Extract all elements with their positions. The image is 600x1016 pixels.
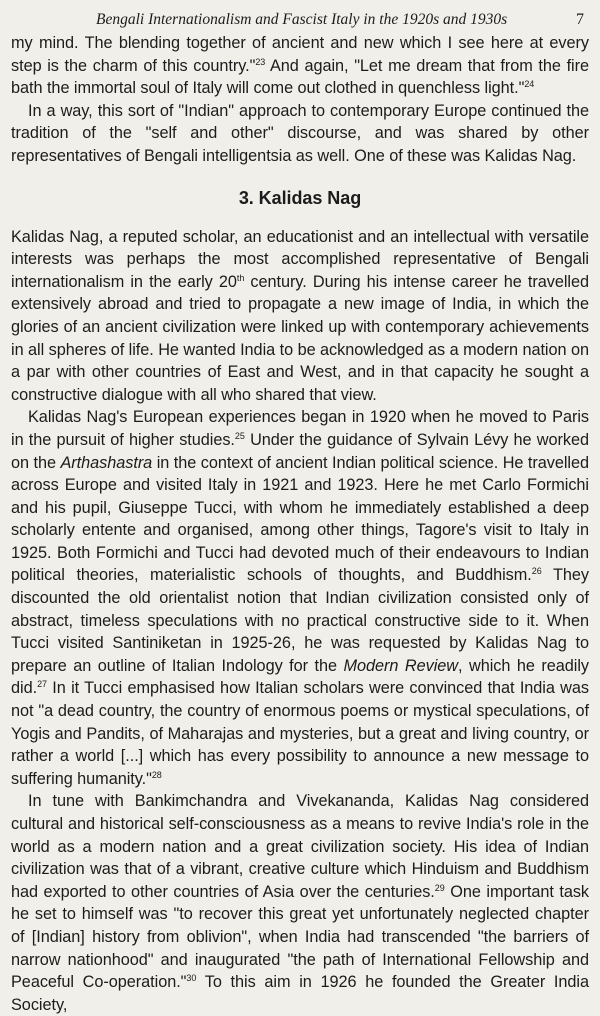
text-run: One important task he set to himself was "to recover this great yet unfortunately neglected chapter of [Indian] history from oblivion", when India had transcended "the barriers of narrow nationhood" and inaugurated "the path of International Fellowship and Peaceful Co-operation." (11, 882, 590, 992)
ordinal-superscript: th (236, 272, 245, 283)
paragraph (11, 406, 589, 790)
text-run: , which he readily did. (11, 656, 589, 698)
text-run: my mind. The blending together of ancient and new which I see here at every step is the charm of this country." (11, 34, 589, 75)
text-run: In it Tucci emphasised how Italian scholars were convinced that India was not "a dead country, the country of enormous poems or mystical speculations, of Yogis and Pandits, of Maharajas and mysteries, but a great and living country, or rather a world [...] which has every possibility to announce a new message to suffering humanity." (11, 679, 589, 788)
footnote-ref-28: 28 (151, 769, 162, 780)
footnote-ref-23: 23 (255, 56, 266, 67)
page-number: 7 (576, 11, 584, 28)
paragraph (11, 790, 589, 1016)
text-run: Kalidas Nag, a reputed scholar, an educationist and an intellectual with versatile interests was perhaps the most accomplished representative of Bengali internationalism in the early 20 (11, 227, 589, 291)
text-run: Under the guidance of Sylvain Lévy he worked on the (11, 430, 589, 472)
text-run: century. During his intense career he travelled extensively abroad and tried to propagate a new image of India, in which the glories of an ancient civilization were linked up with contemporary achievements in all spheres of life. He wanted India to be acknowledged as a modern nation on a par with other countries of East and West, and in that capacity he sought a constructive dialogue with all who shared that view. (11, 272, 589, 404)
text-run: And again, "Let me dream that from the fire bath the immortal soul of Italy will come out clothed in quenchless light." (11, 56, 589, 98)
footnote-ref-25: 25 (234, 430, 245, 441)
footnote-ref-26: 26 (531, 566, 542, 577)
footnote-ref-24: 24 (524, 79, 535, 90)
footnote-ref-29: 29 (434, 882, 445, 893)
text-run: In a way, this sort of "Indian" approach to contemporary Europe continued the tradition of the "self and other" discourse, and was shared by other representatives of Bengali intelligentsia as well. One of these was Kalidas Nag. (11, 101, 589, 165)
paragraph (11, 100, 589, 168)
running-header (11, 8, 589, 32)
running-title: Bengali Internationalism and Fascist Italy in the 1920s and 1930s (96, 11, 508, 28)
footnote-ref-30: 30 (186, 973, 197, 984)
body-text (11, 32, 589, 1016)
footnote-ref-27: 27 (37, 679, 47, 690)
text-run: To this aim in 1926 he founded the Greater India Society, (11, 973, 589, 1014)
text-run: They discounted the old orientalist notion that Indian civilization consisted only of abstract, timeless speculations with no practical constructive side to it. When Tucci visited Santiniketan in 1925-26, he was requested by Kalidas Nag to prepare an outline of Italian Indology for the (11, 566, 589, 675)
text-run: in the context of ancient Indian political science. He travelled across Europe and visited Italy in 1921 and 1923. Here he met Carlo Formichi and his pupil, Giuseppe Tucci, with whom he immediately established a deep scholarly entente and organised, among other things, Tagore's visit to Italy in 1925. Both Formichi and Tucci had devoted much of their endeavours to Indian political theories, materialistic schools of thoughts, and Buddhism. (11, 453, 589, 585)
text-run: Kalidas Nag's European experiences began in 1920 when he moved to Paris in the pursuit of higher studies. (11, 408, 589, 449)
italic-title: Arthashastra (60, 453, 153, 472)
text-run: In tune with Bankimchandra and Vivekananda, Kalidas Nag considered cultural and historical self-consciousness as a means to revive India's role in the world as a modern nation and a great civilization society. His idea of Indian civilization was that of a vibrant, creative culture which Hinduism and Buddhism had exported to other countries of Asia over the centuries. (11, 792, 589, 901)
section-heading: 3. Kalidas Nag (238, 187, 362, 208)
paragraph (11, 226, 589, 407)
paragraph-continuation (11, 32, 589, 100)
italic-title: Modern Review (343, 656, 459, 675)
